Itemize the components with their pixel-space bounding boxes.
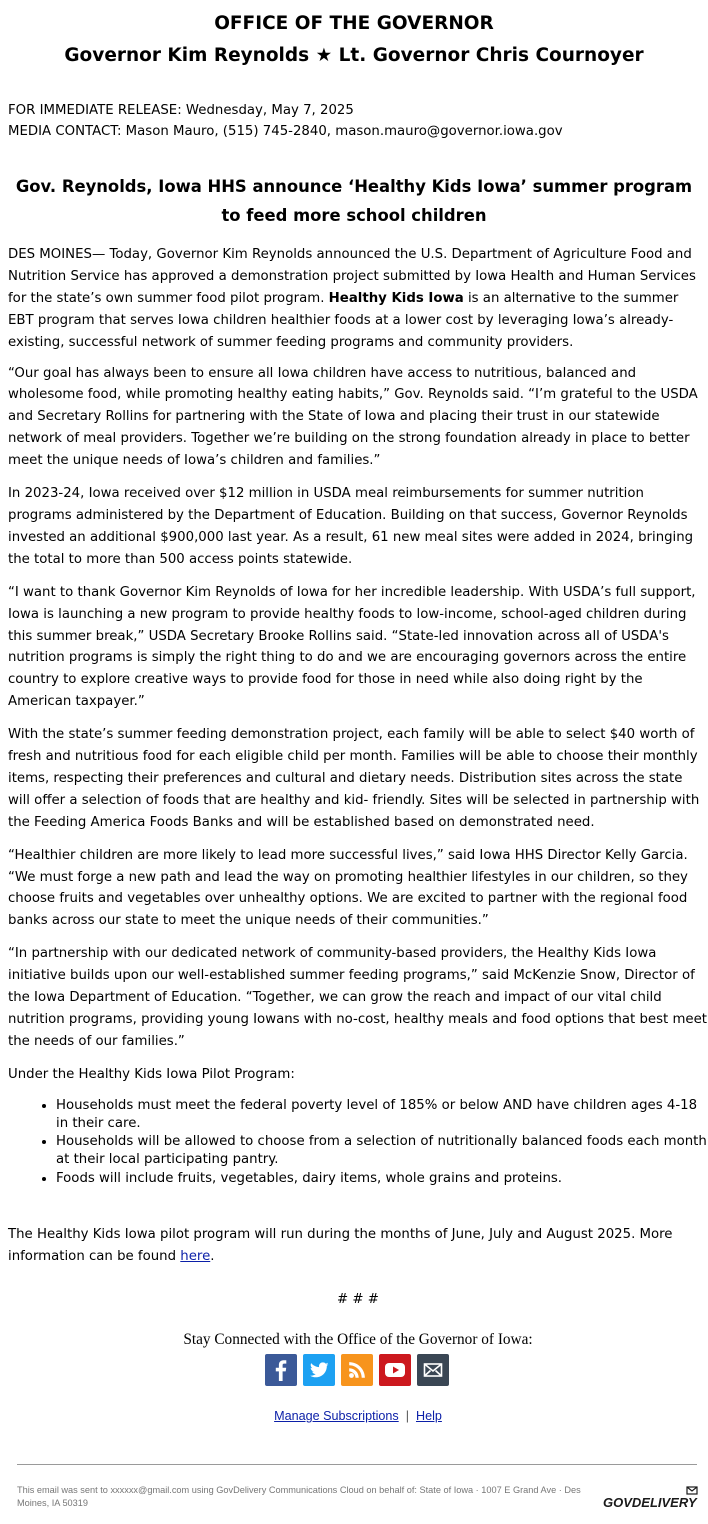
paragraph-quote-usda: “I want to thank Governor Kim Reynolds of Iowa for her incredible leadership. With USDA’s full support, Iowa is launching a new program to provide healthy foods to low-income, school-aged children during this summer break,” USDA Secretary Brooke Rollins said. “State-led innovation across all of USDA's nutrition programs is simply the right thing to do and we are encouraging governors across the entire country to explore creative ways to provide food for those in need while also doing right by the American taxpayer.” — [8, 584, 696, 710]
here-link[interactable]: here — [180, 1248, 211, 1264]
release-info — [8, 100, 563, 142]
intro-text: DES MOINES— Today, Governor Kim Reynolds announced the U.S. Department of Agriculture Food and Nutrition Service has approved a demonstration project submitted by Iowa Health and Human Services for the state’s own summer food pilot program. — [8, 247, 696, 306]
youtube-icon[interactable] — [379, 1354, 411, 1386]
footer-disclaimer: This email was sent to xxxxxx@gmail.com using GovDelivery Communications Cloud on behalf of: State of Iowa · 1007 E Grand Ave · Des Moines, IA 50319 — [17, 1485, 581, 1508]
paragraph-closing — [8, 1224, 708, 1268]
manage-subscriptions-link[interactable]: Manage Subscriptions — [274, 1409, 399, 1423]
end-mark: # # # — [337, 1292, 379, 1307]
paragraph-demonstration: With the state’s summer feeding demonstration project, each family will be able to select $40 worth of fresh and nutritious food for each eligible child per month. Families will be able to choose their monthly items, respecting their preferences and cultural and dietary needs. Distribution sites across the state will offer a selection of foods that are healthy and kid- friendly. Sites will be selected in partnership with the Feeding America Foods Banks and will be established based on demonstrated need. — [8, 727, 700, 830]
govdelivery-logo — [603, 1486, 699, 1512]
stay-connected-label: Stay Connected with the Office of the Governor of Iowa: — [183, 1331, 533, 1348]
rss-icon[interactable] — [341, 1354, 373, 1386]
footer-links — [0, 1409, 708, 1423]
closing-period: . — [210, 1248, 215, 1264]
release-date: FOR IMMEDIATE RELEASE: Wednesday, May 7, 2025 — [8, 103, 354, 118]
email-icon[interactable] — [417, 1354, 449, 1386]
paragraph-quote-education: “In partnership with our dedicated network of community-based providers, the Healthy Kids Iowa initiative builds upon our well-established summer feeding programs,” said McKenzie Snow, Director of the Iowa Department of Education. “Together, we can grow the reach and impact of our vital child nutrition programs, providing young Iowans with no-cost, healthy meals and food options that best meet the needs of our families.” — [8, 946, 708, 1049]
paragraph-program-intro: Under the Healthy Kids Iowa Pilot Program: — [8, 1066, 295, 1082]
program-requirements-list — [8, 1097, 708, 1188]
governors-line: Governor Kim Reynolds ★ Lt. Governor Chris Cournoyer — [64, 45, 644, 66]
footer-divider — [17, 1464, 697, 1465]
help-link[interactable]: Help — [415, 1409, 442, 1423]
press-release-headline: Gov. Reynolds, Iowa HHS announce ‘Healthy Kids Iowa’ summer program to feed more school children — [15, 177, 693, 225]
list-item: • Foods will include fruits, vegetables, dairy items, whole grains and proteins. — [56, 1170, 708, 1188]
paragraph-quote-governor: “Our goal has always been to ensure all Iowa children have access to nutritious, balanced and wholesome food, while promoting healthy eating habits,” Gov. Reynolds said. “I’m grateful to the USDA and Secretary Rollins for partnering with the State of Iowa and placing their trust in our statewide network of meal providers. Together we’re building on the strong foundation already in place to better meet the unique needs of Iowa’s children and families.” — [8, 365, 698, 469]
closing-text: The Healthy Kids Iowa pilot program will run during the months of June, July and August 2025. More information can be found — [8, 1226, 673, 1264]
paragraph-quote-hhs: “Healthier children are more likely to lead more successful lives,” said Iowa HHS Director Kelly Garcia. “We must forge a new path and lead the way on promoting healthier lifestyles in our children, so they choose fruits and vegetables over unhealthy options. We are excited to partner with the regional food banks across our state to meet the unique needs of their communities.” — [8, 847, 688, 929]
media-contact: MEDIA CONTACT: Mason Mauro, (515) 745-2840, mason.mauro@governor.iowa.gov — [8, 124, 563, 139]
facebook-icon[interactable] — [265, 1354, 297, 1386]
social-icons — [265, 1354, 451, 1386]
govdelivery-logo-text: GOVDELIVERY — [603, 1495, 697, 1510]
list-item: • Households must meet the federal poverty level of 185% or below AND have children ages 4-18 in their care. — [56, 1097, 708, 1133]
list-item: • Households will be allowed to choose from a selection of nutritionally balanced foods each month at their local participating pantry. — [56, 1133, 708, 1169]
link-separator: | — [405, 1409, 409, 1423]
program-name: Healthy Kids Iowa — [328, 290, 464, 306]
press-release-body — [8, 244, 708, 1279]
paragraph-funding: In 2023-24, Iowa received over $12 million in USDA meal reimbursements for summer nutrition programs administered by the Department of Education. Building on that success, Governor Reynolds invested an additional $900,000 last year. As a result, 61 new meal sites were added in 2024, bringing the total to more than 500 access points statewide. — [8, 486, 694, 567]
paragraph-intro — [8, 244, 708, 354]
twitter-icon[interactable] — [303, 1354, 335, 1386]
office-title: OFFICE OF THE GOVERNOR — [214, 13, 494, 34]
intro-text-cont: is an alternative to the summer EBT program that serves Iowa children healthier foods at a lower cost by leveraging Iowa’s already-existing, successful network of summer feeding programs and community providers. — [8, 290, 679, 350]
